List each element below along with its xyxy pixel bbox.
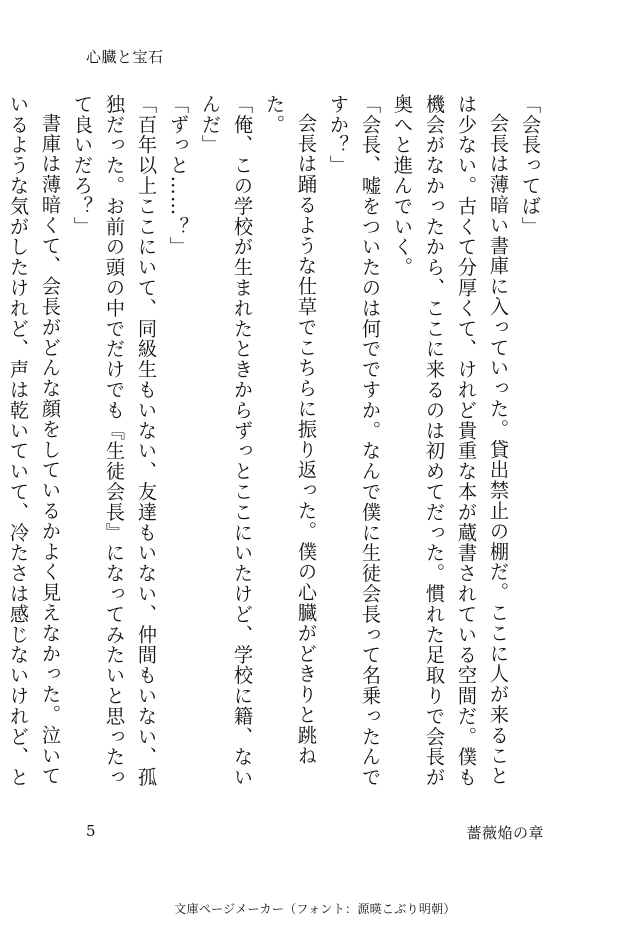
paragraph-6: 「ずっと……？」: [167, 94, 190, 258]
running-header-title: 心臓と宝石: [86, 48, 164, 66]
paragraph-3: 「会長、嘘をついたのは何でですか。なんで僕に生徒会長って名乗ったんですか？」: [327, 94, 382, 788]
paragraph-7: 「百年以上ここにいて、同級生もいない、友達もいない、仲間もいない、孤独だった。お前の頭の中でだけでも『生徒会長』になってみたいと思ったって良いだろ？」: [71, 94, 158, 788]
paragraph-2: 会長は薄暗い書庫に入っていった。貸出禁止の棚だ。ここに人が来ることは少ない。古くて分厚くて、けれど貴重な本が蔵書されている空間だ。僕も機会がなかったから、ここに来るのは初めてだった。慣れた足取りで会長が奥へと進んでいく。: [391, 94, 510, 788]
paragraph-4: 会長は踊るような仕草でこちらに振り返った。僕の心臓がどきりと跳ねた。: [263, 94, 318, 766]
paragraph-8: 書庫は薄暗くて、会長がどんな顔をしているかよく見えなかった。泣いているような気がしたけれど、声は乾いていて、冷たさは感じないけれど、と: [7, 94, 62, 788]
vertical-body-text: [7, 94, 546, 794]
generator-credit: 文庫ページメーカー（フォント：源暎こぶり明朝）: [174, 902, 456, 916]
page-number: 5: [86, 822, 96, 840]
paragraph-5: 「俺、この学校が生まれたときからずっとここにいたけど、学校に籍、ないんだ」: [199, 94, 254, 788]
running-footer-chapter: 薔薇焔の章: [466, 824, 544, 842]
paragraph-1: 「会長ってば」: [519, 94, 542, 237]
